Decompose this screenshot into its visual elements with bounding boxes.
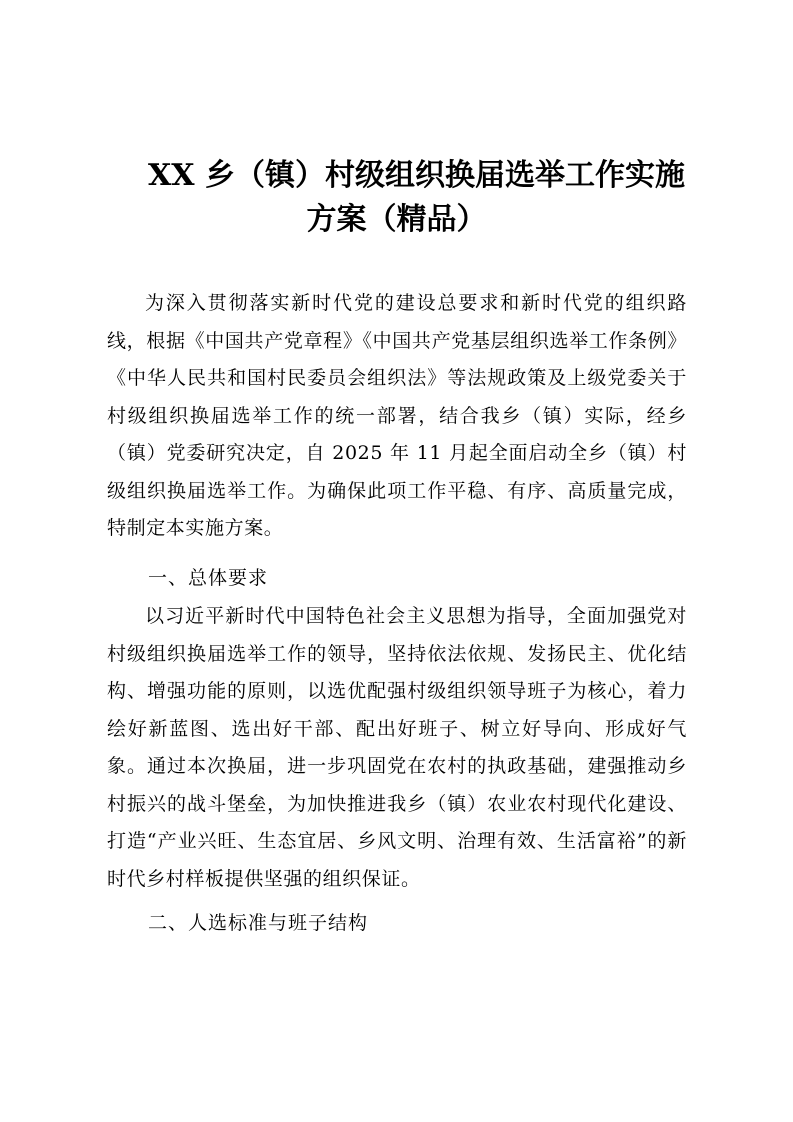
section-1-heading: 一、总体要求 — [148, 567, 269, 589]
document-title-line-2: 方案（精品） — [306, 202, 487, 237]
intro-paragraph: 为深入贯彻落实新时代党的建设总要求和新时代党的组织路线，根据《中国共产党章程》《中国共产党基层组织选举工作条例》《中华人民共和国村民委员会组织法》等法规政策及上级党委关于村级组织换届选举工作的统一部署，结合我乡（镇）实际，经乡（镇）党委研究决定，自 2025 年 11 月起全面启动全乡（镇）村级组织换届选举工作。为确保此项工作平稳、有序、高质量完成，特制定本实施方案。 — [107, 292, 687, 539]
document-title-line-1: XX 乡（镇）村级组织换届选举工作实施 — [148, 158, 685, 193]
section-1-paragraph: 以习近平新时代中国特色社会主义思想为指导，全面加强党对村级组织换届选举工作的领导，坚持依法依规、发扬民主、优化结构、增强功能的原则，以选优配强村级组织领导班子为核心，着力绘好新蓝图、选出好干部、配出好班子、树立好导向、形成好气象。通过本次换届，进一步巩固党在农村的执政基础，建强推动乡村振兴的战斗堡垒，为加快推进我乡（镇）农业农村现代化建设、打造“产业兴旺、生态宜居、乡风文明、治理有效、生活富裕”的新时代乡村样板提供坚强的组织保证。 — [107, 605, 687, 890]
section-2-heading: 二、人选标准与班子结构 — [148, 912, 369, 934]
